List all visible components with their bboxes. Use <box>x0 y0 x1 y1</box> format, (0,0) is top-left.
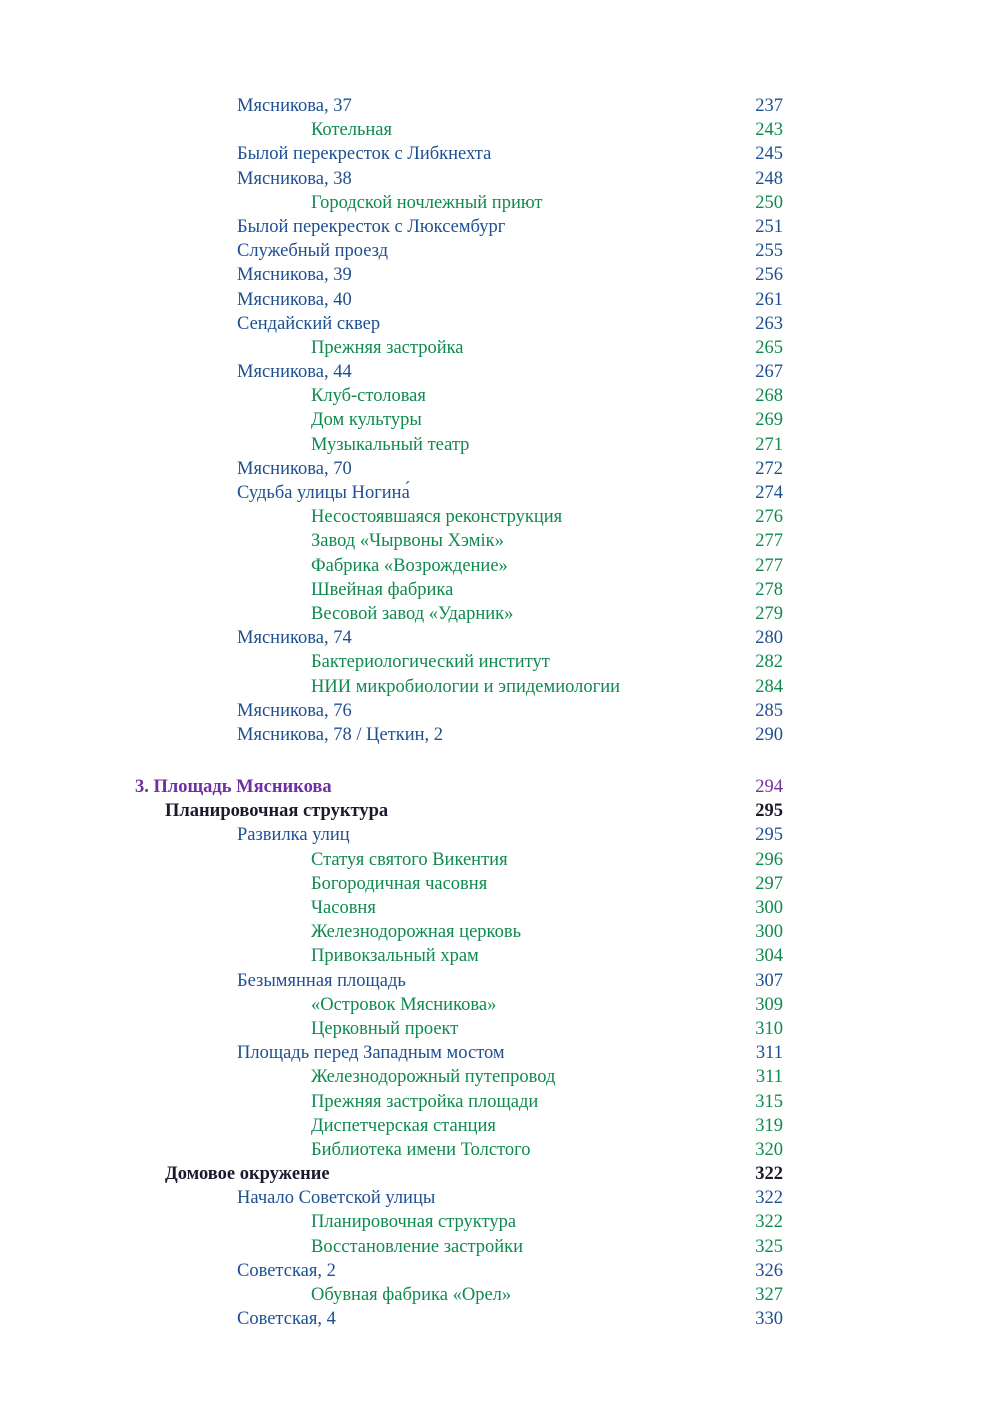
toc-entry-page: 277 <box>755 531 783 552</box>
toc-entry-page: 265 <box>755 337 783 358</box>
toc-row <box>135 578 783 602</box>
toc-entry-label: Бактериологический институт <box>311 652 550 673</box>
toc-entry-label: Мясникова, 74 <box>237 628 352 649</box>
toc-entry-page: 309 <box>755 994 783 1015</box>
toc-entry-label: Мясникова, 37 <box>237 96 352 116</box>
toc-entry-page: 290 <box>755 724 783 745</box>
toc-entry-page: 322 <box>755 1164 783 1185</box>
toc-entry-label: Железнодорожная церковь <box>311 922 522 943</box>
toc-entry-label: 3. Площадь Мясникова <box>135 777 332 798</box>
toc-entry-page: 294 <box>755 777 783 798</box>
toc-row <box>135 94 783 118</box>
toc-entry-label: Мясникова, 76 <box>237 700 352 721</box>
toc-entry-label: Прежняя застройка площади <box>311 1091 539 1112</box>
toc-row <box>135 1090 783 1114</box>
toc-entry-page: 325 <box>755 1236 783 1257</box>
toc-entry-page: 276 <box>755 507 783 528</box>
toc-entry-page: 311 <box>755 1067 783 1088</box>
toc-row <box>135 602 783 626</box>
toc-row <box>135 1065 783 1089</box>
toc-entry-page: 274 <box>755 483 783 503</box>
toc-entry-label: Судьба улицы Ногина́ <box>237 483 410 503</box>
toc-row <box>135 408 783 432</box>
toc-entry-page: 256 <box>755 265 783 286</box>
toc-row <box>135 1017 783 1041</box>
toc-entry-label: Мясникова, 39 <box>237 265 352 286</box>
toc-row <box>135 481 783 505</box>
toc-entry-label: Развилка улиц <box>237 825 350 846</box>
toc-entry-page: 278 <box>755 579 783 600</box>
toc-row <box>135 969 783 993</box>
toc-row <box>135 1041 783 1065</box>
toc-row <box>135 191 783 215</box>
toc-row <box>135 312 783 336</box>
toc-entry-page: 304 <box>755 946 783 967</box>
toc-row <box>135 993 783 1017</box>
toc-entry-page: 322 <box>755 1212 783 1233</box>
toc-entry-label: Весовой завод «Ударник» <box>311 603 514 624</box>
toc-entry-page: 282 <box>755 652 783 673</box>
toc-row <box>135 239 783 263</box>
toc-row <box>135 699 783 723</box>
toc-row <box>135 1114 783 1138</box>
toc-entry-page: 297 <box>755 873 783 894</box>
toc-entry-label: Богородичная часовня <box>311 873 488 894</box>
toc-row <box>135 554 783 578</box>
toc-entry-page: 300 <box>755 898 783 918</box>
toc-entry-page: 295 <box>755 825 783 846</box>
toc-entry-label: Обувная фабрика «Орел» <box>311 1285 512 1305</box>
toc-entry-label: Служебный проезд <box>237 241 389 262</box>
toc-entry-label: Былой перекресток с Люксембург <box>237 216 506 237</box>
toc-entry-label: Фабрика «Возрождение» <box>311 555 508 576</box>
table-of-contents <box>135 94 783 1331</box>
toc-entry-label: Несостоявшаяся реконструкция <box>311 507 563 528</box>
toc-row <box>135 920 783 944</box>
toc-entry-page: 284 <box>755 676 783 697</box>
toc-row <box>135 872 783 896</box>
toc-row <box>135 1235 783 1259</box>
toc-entry-label: Диспетчерская станция <box>311 1115 496 1136</box>
toc-entry-label: Завод «Чырвоны Хэмік» <box>311 531 504 552</box>
toc-entry-page: 320 <box>755 1139 783 1160</box>
toc-row <box>135 263 783 287</box>
toc-entry-label: Советская, 2 <box>237 1260 336 1281</box>
toc-row <box>135 288 783 312</box>
toc-entry-label: Швейная фабрика <box>311 579 454 600</box>
toc-entry-page: 245 <box>755 144 783 165</box>
toc-row <box>135 360 783 384</box>
toc-row <box>135 1162 783 1186</box>
toc-entry-label: Клуб-столовая <box>311 386 426 407</box>
toc-entry-label: Прежняя застройка <box>311 337 464 358</box>
toc-entry-page: 296 <box>755 849 783 870</box>
toc-entry-page: 255 <box>755 241 783 262</box>
toc-entry-page: 326 <box>755 1260 783 1281</box>
toc-entry-page: 261 <box>755 289 783 310</box>
toc-entry-label: Мясникова, 40 <box>237 289 352 310</box>
toc-row <box>135 723 783 747</box>
toc-entry-label: Котельная <box>311 120 393 141</box>
toc-entry-label: Советская, 4 <box>237 1309 336 1330</box>
toc-entry-page: 311 <box>755 1043 783 1064</box>
toc-row <box>135 799 783 823</box>
toc-entry-label: Восстановление застройки <box>311 1236 524 1257</box>
toc-row <box>135 1210 783 1234</box>
toc-entry-page: 263 <box>755 313 783 334</box>
toc-entry-label: Мясникова, 78 / Цеткин, 2 <box>237 724 444 745</box>
toc-entry-label: Церковный проект <box>311 1018 459 1039</box>
toc-entry-label: Домовое окружение <box>165 1164 330 1185</box>
toc-row <box>135 675 783 699</box>
toc-entry-label: Площадь перед Западным мостом <box>237 1043 505 1064</box>
toc-entry-label: Начало Советской улицы <box>237 1188 436 1209</box>
toc-entry-label: «Островок Мясникова» <box>311 994 497 1015</box>
toc-entry-page: 300 <box>755 922 783 943</box>
toc-entry-page: 271 <box>755 434 783 455</box>
toc-row <box>135 142 783 166</box>
toc-entry-label: Музыкальный театр <box>311 434 470 455</box>
toc-row <box>135 775 783 799</box>
toc-entry-label: Безымянная площадь <box>237 970 406 991</box>
toc-entry-page: 237 <box>755 96 783 116</box>
toc-row <box>135 650 783 674</box>
toc-row <box>135 944 783 968</box>
toc-entry-label: Планировочная структура <box>165 801 389 822</box>
toc-row <box>135 848 783 872</box>
toc-entry-page: 327 <box>755 1285 783 1305</box>
toc-entry-label: Дом культуры <box>311 410 422 431</box>
toc-entry-page: 269 <box>755 410 783 431</box>
toc-entry-page: 330 <box>755 1309 783 1330</box>
toc-row <box>135 1186 783 1210</box>
toc-entry-page: 250 <box>755 192 783 213</box>
toc-entry-label: Библиотека имени Толстого <box>311 1139 531 1160</box>
toc-row <box>135 896 783 920</box>
toc-row <box>135 433 783 457</box>
toc-entry-page: 272 <box>755 458 783 479</box>
toc-entry-page: 268 <box>755 386 783 407</box>
toc-row <box>135 457 783 481</box>
toc-entry-page: 277 <box>755 555 783 576</box>
toc-row <box>135 384 783 408</box>
toc-entry-page: 248 <box>755 168 783 189</box>
toc-row <box>135 167 783 191</box>
toc-entry-label: Мясникова, 44 <box>237 362 352 383</box>
toc-row <box>135 1138 783 1162</box>
toc-entry-page: 280 <box>755 628 783 649</box>
toc-row <box>135 118 783 142</box>
toc-entry-page: 251 <box>755 216 783 237</box>
toc-entry-label: НИИ микробиологии и эпидемиологии <box>311 676 620 697</box>
toc-entry-page: 322 <box>755 1188 783 1209</box>
toc-row <box>135 529 783 553</box>
toc-entry-page: 279 <box>755 603 783 624</box>
toc-entry-page: 243 <box>755 120 783 141</box>
toc-entry-label: Часовня <box>311 898 376 918</box>
toc-row <box>135 1307 783 1331</box>
toc-row <box>135 823 783 847</box>
toc-entry-page: 319 <box>755 1115 783 1136</box>
toc-row <box>135 336 783 360</box>
toc-row <box>135 215 783 239</box>
toc-entry-page: 315 <box>755 1091 783 1112</box>
toc-entry-label: Железнодорожный путепровод <box>311 1067 556 1088</box>
toc-entry-label: Городской ночлежный приют <box>311 192 543 213</box>
toc-entry-label: Сендайский сквер <box>237 313 381 334</box>
toc-entry-page: 310 <box>755 1018 783 1039</box>
toc-row <box>135 626 783 650</box>
toc-entry-page: 267 <box>755 362 783 383</box>
toc-entry-page: 285 <box>755 700 783 721</box>
toc-entry-label: Привокзальный храм <box>311 946 479 967</box>
toc-row <box>135 1283 783 1307</box>
toc-entry-label: Былой перекресток с Либкнехта <box>237 144 492 165</box>
toc-entry-label: Мясникова, 70 <box>237 458 352 479</box>
toc-entry-label: Мясникова, 38 <box>237 168 352 189</box>
toc-entry-page: 295 <box>755 801 783 822</box>
toc-row <box>135 505 783 529</box>
toc-entry-label: Планировочная структура <box>311 1212 517 1233</box>
toc-entry-label: Статуя святого Викентия <box>311 849 508 870</box>
toc-entry-page: 307 <box>755 970 783 991</box>
toc-row <box>135 1259 783 1283</box>
